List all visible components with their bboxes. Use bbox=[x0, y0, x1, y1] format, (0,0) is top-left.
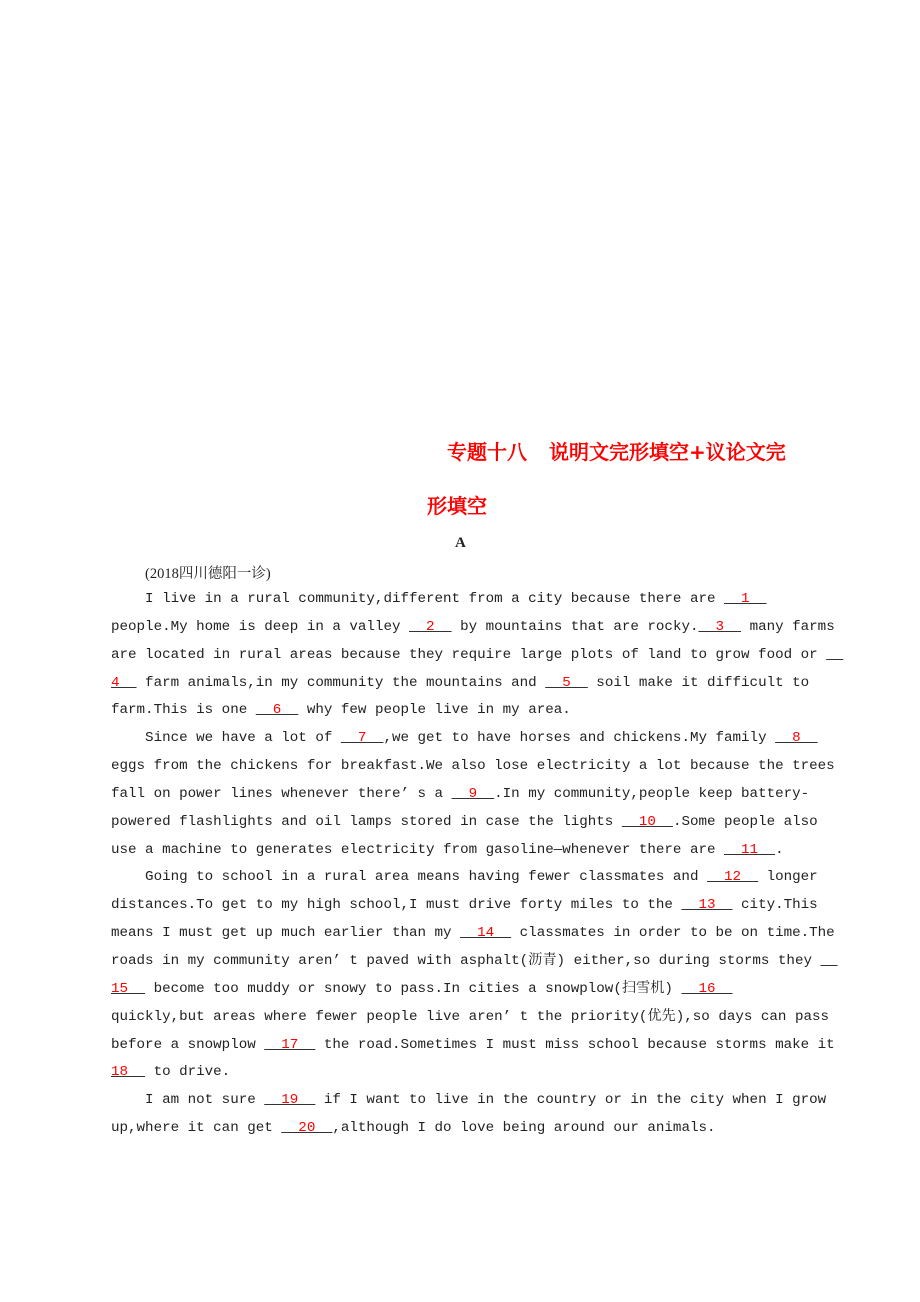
passage-text: eggs from the chickens for breakfast.We also lose electricity a lot because the trees bbox=[111, 758, 835, 775]
cloze-blank: 8 bbox=[775, 730, 818, 747]
passage-text: the road.Sometimes I must miss school because storms make it bbox=[315, 1036, 835, 1053]
passage-line bbox=[111, 781, 811, 809]
passage-text: many farms bbox=[741, 618, 835, 635]
title-topic-number: 专题十八 bbox=[447, 440, 527, 464]
page-title bbox=[447, 436, 786, 465]
passage-line bbox=[111, 697, 811, 725]
cloze-blank: 15 bbox=[111, 980, 146, 997]
passage-text: farm.This is one bbox=[111, 702, 256, 719]
passage-text: before a snowplow bbox=[111, 1036, 265, 1053]
section-label: A bbox=[455, 535, 466, 551]
passage-text: roads in my community aren’ t paved with asphalt(沥青) either,so during storms they bbox=[111, 952, 821, 969]
cloze-blank bbox=[826, 647, 843, 663]
cloze-blank: 17 bbox=[264, 1036, 316, 1053]
exam-source: (2018四川德阳一诊) bbox=[145, 566, 271, 582]
passage-text: ,although I do love being around our animals. bbox=[332, 1120, 716, 1137]
passage-text: .Some people also bbox=[672, 813, 818, 830]
passage-line bbox=[111, 725, 818, 753]
passage-text: farm animals,in my community the mountains and bbox=[136, 674, 546, 691]
passage-line bbox=[111, 1004, 829, 1032]
passage-text: to drive. bbox=[145, 1064, 231, 1081]
cloze-blank: 20 bbox=[281, 1120, 333, 1137]
passage-line bbox=[111, 864, 818, 892]
passage-text: by mountains that are rocky. bbox=[451, 618, 699, 635]
cloze-blank: 13 bbox=[681, 897, 733, 914]
cloze-passage bbox=[111, 586, 835, 1143]
cloze-blank: 10 bbox=[621, 813, 673, 830]
cloze-blank: 1 bbox=[724, 591, 767, 607]
passage-text: classmates in order to be on time.The bbox=[511, 925, 835, 942]
passage-text: if I want to live in the country or in the city when I grow bbox=[315, 1092, 827, 1109]
cloze-blank: 14 bbox=[460, 925, 512, 942]
passage-line bbox=[111, 753, 835, 781]
cloze-blank: 5 bbox=[545, 674, 588, 691]
passage-text: ,we get to have horses and chickens.My family bbox=[383, 730, 776, 747]
passage-line bbox=[111, 837, 811, 865]
passage-line bbox=[111, 1087, 827, 1115]
cloze-blank: 4 bbox=[111, 674, 137, 691]
passage-line bbox=[111, 614, 835, 642]
passage-line bbox=[111, 586, 811, 614]
cloze-blank bbox=[821, 953, 838, 969]
cloze-blank: 18 bbox=[111, 1064, 146, 1081]
passage-text: powered flashlights and oil lamps stored in case the lights bbox=[111, 813, 622, 830]
passage-line bbox=[111, 1032, 835, 1060]
cloze-blank: 11 bbox=[724, 841, 776, 858]
passage-text: become too muddy or snowy to pass.In cities a snowplow(扫雪机) bbox=[145, 980, 682, 997]
passage-line bbox=[111, 920, 835, 948]
cloze-blank: 9 bbox=[451, 785, 495, 802]
passage-text: I am not sure bbox=[111, 1092, 265, 1109]
passage-line bbox=[111, 948, 821, 976]
passage-text: . bbox=[775, 841, 784, 858]
passage-text: longer bbox=[758, 869, 818, 886]
passage-text: people.My home is deep in a valley bbox=[111, 618, 409, 635]
cloze-blank: 7 bbox=[340, 730, 384, 747]
passage-line bbox=[111, 892, 818, 920]
passage-text: means I must get up much earlier than my bbox=[111, 925, 461, 942]
passage-text: are located in rural areas because they require large plots of land to grow food or bbox=[111, 646, 827, 663]
passage-text: fall on power lines whenever there’ s a bbox=[111, 785, 452, 802]
passage-line bbox=[111, 1115, 811, 1143]
passage-line bbox=[111, 809, 818, 837]
cloze-blank: 12 bbox=[706, 869, 759, 886]
passage-line bbox=[111, 670, 811, 698]
cloze-blank: 16 bbox=[681, 980, 733, 997]
passage-text: .In my community,people keep battery- bbox=[494, 785, 810, 802]
passage-line bbox=[111, 1059, 811, 1087]
passage-text: distances.To get to my high school,I must drive forty miles to the bbox=[111, 897, 682, 914]
passage-text: up,where it can get bbox=[111, 1120, 282, 1137]
cloze-blank: 6 bbox=[255, 702, 299, 719]
passage-text: I live in a rural community,different from a city because there are bbox=[111, 591, 724, 607]
passage-line bbox=[111, 642, 827, 670]
title-topic-name: 说明文完形填空+议论文完 bbox=[549, 440, 786, 464]
cloze-blank: 19 bbox=[264, 1092, 316, 1109]
passage-text: soil make it difficult to bbox=[587, 674, 810, 691]
passage-text: city.This bbox=[732, 897, 818, 914]
passage-line bbox=[111, 976, 811, 1004]
passage-text: Going to school in a rural area means having fewer classmates and bbox=[111, 869, 707, 886]
passage-text: why few people live in my area. bbox=[298, 702, 571, 719]
passage-text: use a machine to generates electricity from gasoline—whenever there are bbox=[111, 841, 724, 858]
cloze-blank: 2 bbox=[409, 618, 452, 635]
passage-text: Since we have a lot of bbox=[111, 730, 341, 747]
passage-text: quickly,but areas where fewer people live aren’ t the priority(优先),so days can pass bbox=[111, 1008, 829, 1025]
cloze-blank: 3 bbox=[698, 618, 742, 635]
page-title-continuation: 形填空 bbox=[427, 494, 487, 518]
